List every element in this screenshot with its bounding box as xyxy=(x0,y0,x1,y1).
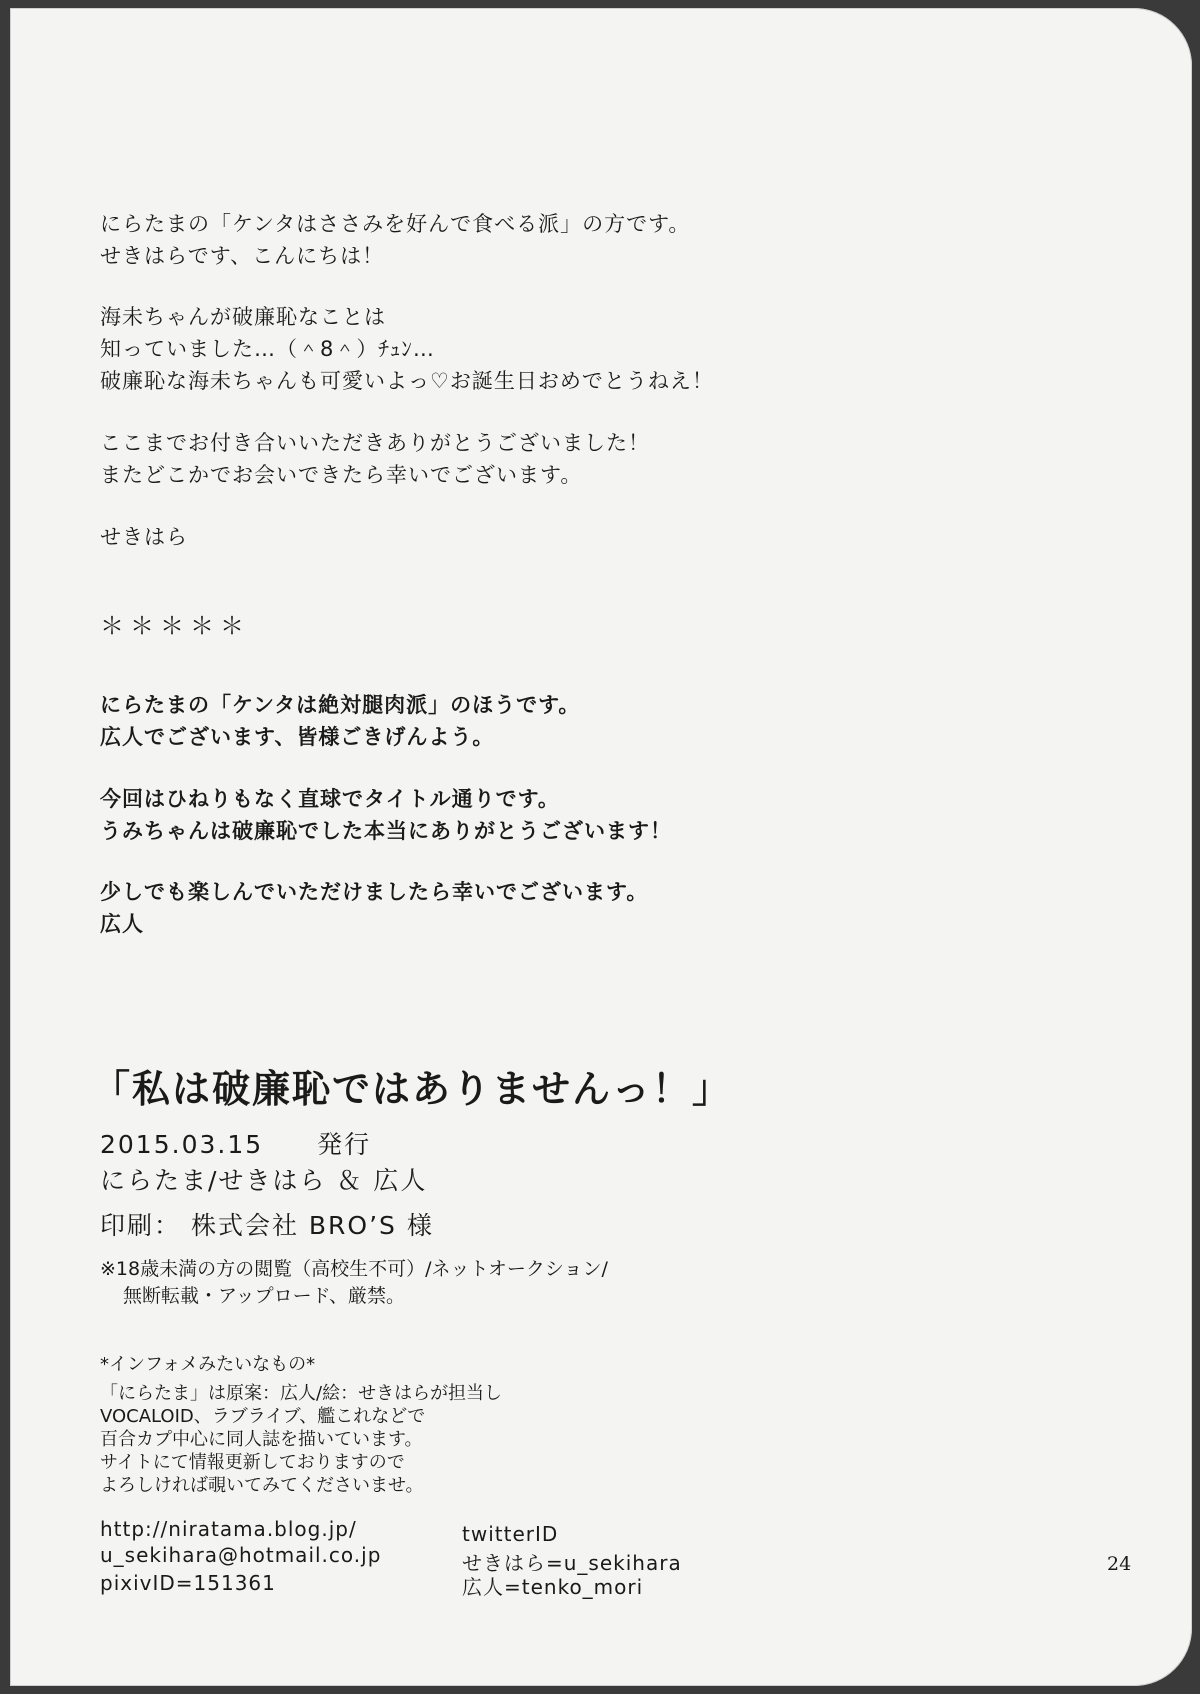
info-line: 百合カプ中心に同人誌を描いています。 xyxy=(100,1429,423,1450)
book-title: 「私は破廉恥ではありませんっ！」 xyxy=(92,1067,733,1111)
info-line: 「にらたま」は原案：広人/絵：せきはらが担当し xyxy=(100,1383,503,1404)
age-warning-line: ※18歳未満の方の閲覧（高校生不可）/ネットオークション/ xyxy=(100,1258,608,1280)
info-line: よろしければ覗いてみてくださいませ。 xyxy=(100,1475,424,1496)
sekihara-note-line: ここまでお付き合いいただきありがとうございました！ xyxy=(100,431,650,455)
book-page xyxy=(10,8,1192,1686)
email-address[interactable]: u_sekihara@hotmail.co.jp xyxy=(100,1543,382,1567)
twitter-heading: twitterID xyxy=(462,1522,559,1546)
sekihara-note-line: にらたまの「ケンタはささみを好んで食べる派」の方です。 xyxy=(100,212,691,236)
hiroto-note-line: 広人でございます、皆様ごきげんよう。 xyxy=(100,725,495,749)
hiroto-note-line: 少しでも楽しんでいただけましたら幸いでございます。 xyxy=(100,880,649,904)
info-heading: *インフォメみたいなもの* xyxy=(100,1354,316,1375)
twitter-hiroto: 広人=tenko_mori xyxy=(462,1575,644,1599)
info-line: VOCALOID、ラブライブ、艦これなどで xyxy=(100,1406,426,1427)
sekihara-signature: せきはら xyxy=(100,525,188,549)
pixiv-id: pixivID=151361 xyxy=(100,1571,276,1595)
sekihara-note-line: 破廉恥な海未ちゃんも可愛いよっ♡お誕生日おめでとうねえ！ xyxy=(100,369,714,393)
sekihara-note-line: 知っていました…（＾8＾）ﾁｭﾝ… xyxy=(100,337,435,361)
twitter-sekihara: せきはら=u_sekihara xyxy=(462,1551,682,1575)
hiroto-note-line: うみちゃんは破廉恥でした本当にありがとうございます！ xyxy=(100,819,672,843)
circle-authors: にらたま/せきはら ＆ 広人 xyxy=(100,1166,428,1195)
publish-date: 2015.03.15 発行 xyxy=(100,1130,372,1159)
printer-credit: 印刷： 株式会社 BRO’S 様 xyxy=(100,1211,434,1240)
section-separator: ＊＊＊＊＊ xyxy=(100,612,250,640)
website-url[interactable]: http://niratama.blog.jp/ xyxy=(100,1517,357,1541)
sekihara-note-line: せきはらです、こんにちは！ xyxy=(100,244,385,268)
info-line: サイトにて情報更新しておりますので xyxy=(100,1452,405,1473)
age-warning-line: 無断転載・アップロード、厳禁。 xyxy=(123,1285,405,1307)
hiroto-note-line: 今回はひねりもなく直球でタイトル通りです。 xyxy=(100,787,560,811)
sekihara-note-line: 海未ちゃんが破廉恥なことは xyxy=(100,305,386,329)
sekihara-note-line: またどこかでお会いできたら幸いでございます。 xyxy=(100,463,583,487)
hiroto-signature: 広人 xyxy=(100,912,144,936)
page-number: 24 xyxy=(1107,1553,1132,1575)
hiroto-note-line: にらたまの「ケンタは絶対腿肉派」のほうです。 xyxy=(100,693,581,717)
